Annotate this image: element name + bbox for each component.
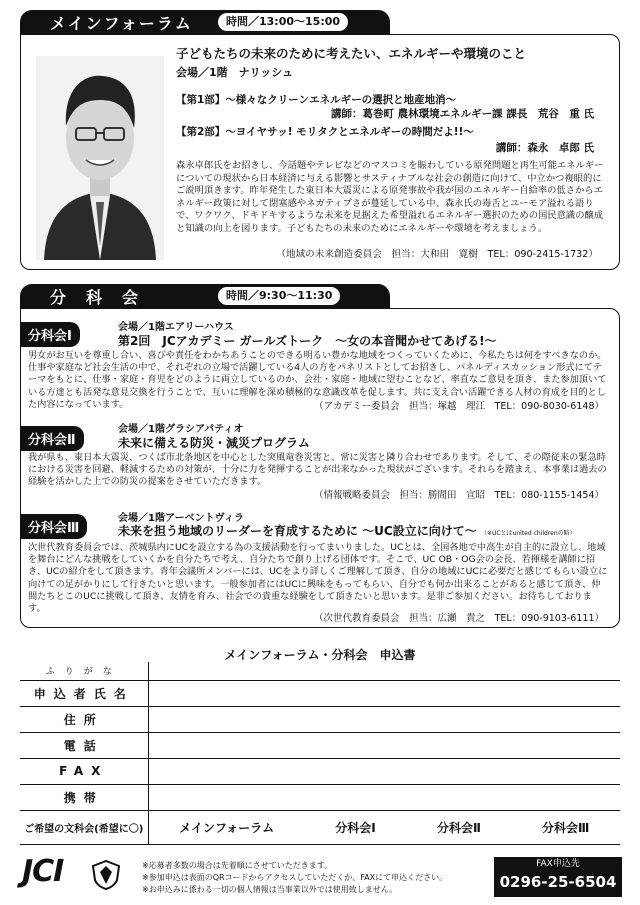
speaker-photo [36, 56, 164, 260]
session1-title: 第2回 JCアカデミー ガールズトーク 〜女の本音聞かせてあげる!〜 [118, 334, 497, 348]
preference-label: ご希望の文科会(希望に〇) [20, 810, 148, 844]
session2-description: 我が県も、東日本大震災、つくば市北条地区を中心とした突風竜巻災害と、常に災害と隣り合わせであります。そして、その際従来の緊急時における災害を回避、軽減するための対策が、十分に力を発揮することが出来なかった現状がございます。それらを踏まえ、本事業は過去の経験を活かした上での防災の提案をさせていただきます。 [28, 452, 607, 488]
fax-number: 0296-25-6504 [499, 873, 617, 891]
jci-logo: JCI [22, 854, 64, 889]
main-forum-header [20, 10, 390, 34]
session1-contact: （アカデミー委員会 担当：塚越 理江 TEL：090-8030-6148） [314, 401, 604, 412]
mobile-label: 携帯 [20, 784, 148, 810]
phone-label: 電話 [20, 732, 148, 758]
breakouts-title: 分 科 会 [50, 287, 141, 307]
fax-field[interactable] [148, 758, 620, 784]
shield-icon [92, 860, 120, 890]
notes [142, 860, 447, 896]
note-2: ※参加申込は表面のQRコードからアクセスしていただくか、FAXにて申込ください。 [142, 873, 448, 882]
session3-title-text: 未来を担う地域のリーダーを育成するために 〜UC設立に向けて〜 [118, 524, 477, 538]
application-form [20, 662, 620, 845]
name-field[interactable] [148, 680, 620, 706]
furigana-field[interactable] [148, 662, 620, 680]
breakouts-time: 時間／9:30〜11:30 [218, 287, 340, 305]
main-forum-topic: 子どもたちの未来のために考えたい、エネルギーや環境のこと [176, 46, 527, 61]
session3-tag: 分科会Ⅲ [20, 514, 87, 539]
session2-title: 未来に備える防災・減災プログラム [118, 436, 310, 450]
choice-session1[interactable]: 分科会Ⅰ [335, 820, 376, 835]
address-field[interactable] [148, 706, 620, 732]
fax-label: FAX [20, 758, 148, 784]
main-forum-contact: （地域の未来創造委員会 担当：大和田 寛樹 TEL：090-2415-1732） [276, 249, 598, 260]
furigana-label: ふりがな [20, 662, 148, 680]
session3-title [118, 522, 576, 539]
session2-venue: 会場／1階グラシアパティオ [118, 424, 244, 435]
part2-title: 【第2部】〜ヨイヤサッ! モリタクとエネルギーの時間だよ!!〜 [176, 126, 474, 138]
preference-choices [149, 819, 621, 836]
mobile-field[interactable] [148, 784, 620, 810]
form-title: メインフォーラム・分科会 申込書 [224, 648, 416, 662]
main-forum-venue: 会場／1階 ナリッシュ [176, 66, 293, 79]
session1-venue: 会場／1階エアリーハウス [118, 322, 234, 333]
session2-tag: 分科会Ⅱ [20, 426, 84, 451]
part1-title: 【第1部】〜様々なクリーンエネルギーの選択と地産地消〜 [176, 94, 457, 106]
note-3: ※お申込みに係わる一切の個人情報は当事業以外では使用致しません。 [142, 885, 398, 894]
breakouts-header [20, 284, 390, 308]
main-forum-description: 森永卓郎氏をお招きし、今話題やテレビなどのマスコミを賑わしている原発問題と再生可能エネルギーについての現状から日本経済に与える影響とサスティナブルな社会の創造に向けて、中立かつ複眼的にご説明頂きます。昨年発生した東日本大震災による原発事故や我が国のエネルギー自給率の低さからエネルギー政策に対して閉塞感やネガティブさが蔓延している中、森永氏の毒舌とユーモア溢れる語りで、ワクワク、ドキドキするような未来を見据えた希望溢れるエネルギー選択のための国民意識の醸成と知識の向上を図ります。子どもたちの未来のためにエネルギーや環境を考えましょう。 [176, 160, 604, 234]
note-1: ※応募者多数の場合は先着順にさせていただきます。 [142, 861, 333, 870]
address-label: 住所 [20, 706, 148, 732]
phone-field[interactable] [148, 732, 620, 758]
session3-description: 次世代教育委員会では、茨城県内にUCを設立する為の支援活動を行ってまいりました。UCとは、全国各地で中高生が自主的に設立し、地域を舞台にどんな挑戦をしていくかを自分たちで考え、自分たちで創り上げる団体です。そこで、UC OB・OG会の会長、若揮様を講師に招き、UCの紹介をして頂きます。青年会議所メンバーには、UCをより詳しくご理解して頂き、自分の地域にUCに必要だと感じてもらい設立に向けての足がかりにして行きたいと思います。一般参加者にはUCに興味をもってもらい、自分でも何か出来ることがあると感じて頂き、仲間たちとこのUCに挑戦して頂き、友情を育み、社会での貴重な経験をして頂きたいと思います。是非ご参加ください。お待ちしております。 [28, 542, 608, 615]
session1-tag: 分科会Ⅰ [20, 322, 80, 347]
fax-box [494, 857, 622, 897]
session3-venue: 会場／1階アーベントヴィラ [118, 513, 245, 524]
session3-contact: （次世代教育委員会 担当：広瀬 貴之 TEL：090-9103-6111） [314, 613, 604, 624]
choice-session2[interactable]: 分科会Ⅱ [436, 820, 481, 835]
name-label: 申込者氏名 [20, 680, 148, 706]
part1-speaker: 講師：葛巻町 農林環境エネルギー課 課長 荒谷 重 氏 [331, 108, 594, 120]
fax-box-label: FAX申込先 [536, 859, 580, 869]
main-forum-time: 時間／13:00〜15:00 [218, 13, 348, 31]
session2-contact: （情報戦略委員会 担当：勝間田 宣昭 TEL：080-1155-1454） [314, 490, 604, 501]
part2-speaker: 講師：森永 卓郎 氏 [495, 142, 594, 154]
session1-description: 男女がお互いを尊重し合い、喜びや責任をわかちあうことのできる明るい豊かな地域をつくっていくために、今私たちは何をすべきなのか。仕事や家庭など社会生活の中で、それぞれの立場で活躍している4人の方をパネリストとしてお招きし、パネルディスカッション形式にてテーマをもとに、仕事・家庭・育児をどのように両立しているのか、会社・家庭・地域に望むことなど、率直なご意見を頂き、また参加頂いている方達とも活発な意見交換を行うことで、互いに理解を深め積極的な意識改革を促します。共に支え合い活躍できる人材の育成を目的とした内容になっています。 [28, 350, 607, 410]
main-forum-title: メインフォーラム [50, 13, 193, 33]
session3-note: （※UCとはunited childrenの略） [480, 530, 576, 537]
choice-main-forum[interactable]: メインフォーラム [179, 820, 275, 835]
choice-session3[interactable]: 分科会Ⅲ [542, 820, 590, 835]
